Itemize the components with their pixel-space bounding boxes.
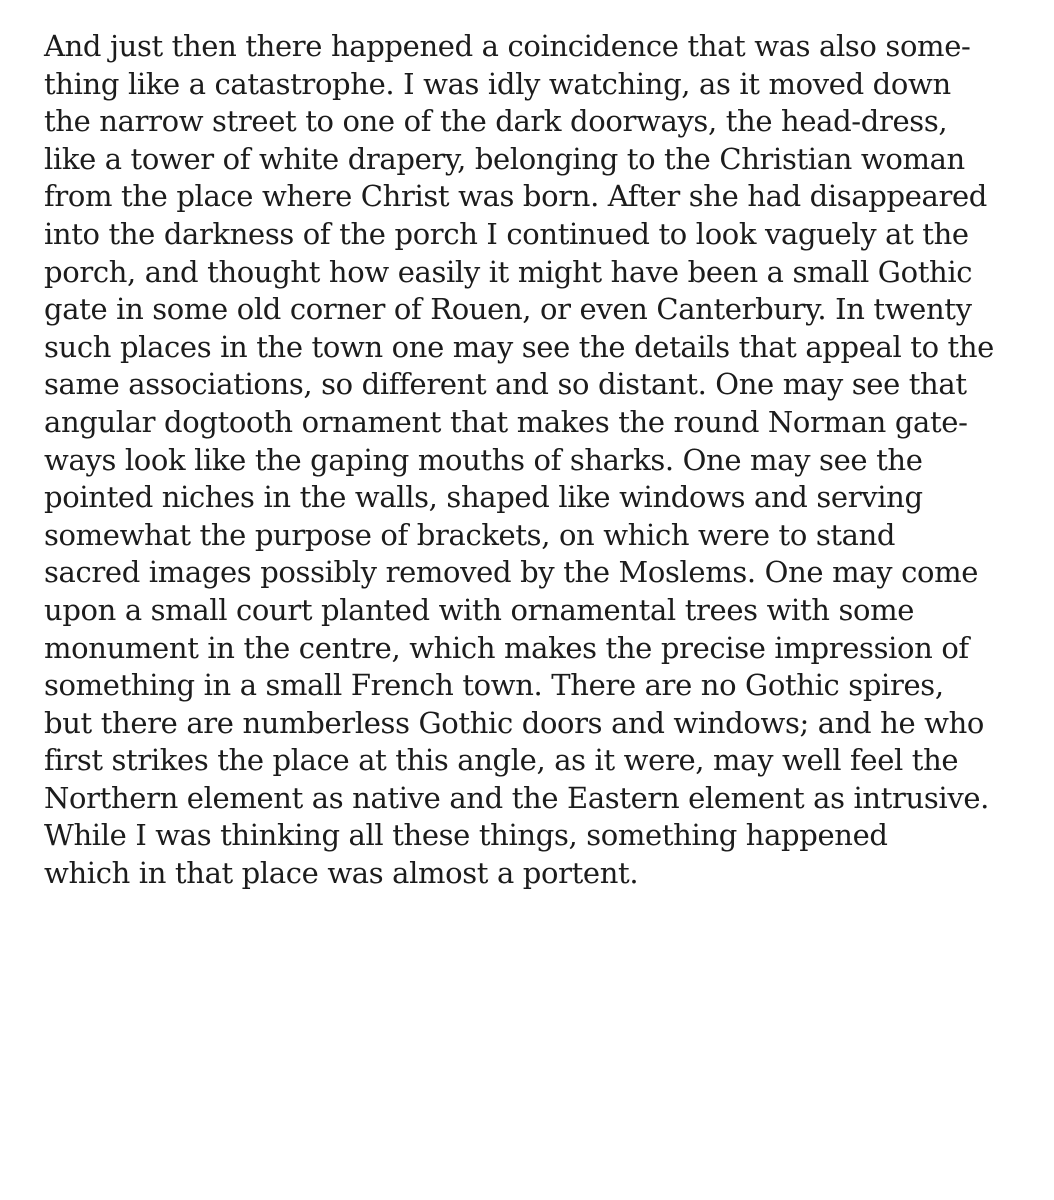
text-line: monument in the centre, which makes the precise impression of [44,630,969,665]
text-line: angular dogtooth ornament that makes the round Norman gate- [44,404,968,439]
text-line: And just then there happened a coincidence that was also some- [44,29,971,63]
text-line: from the place where Christ was born. After she had disappeared [44,179,987,214]
text-line: same associations, so different and so distant. One may see that [44,367,967,402]
text-line: but there are numberless Gothic doors and windows; and he who [44,705,985,740]
text-line: into the darkness of the porch I continued to look vaguely at the [44,216,969,251]
text-line: which in that place was almost a portent. [44,856,639,891]
text-line: pointed niches in the walls, shaped like windows and serving [44,480,923,515]
text-line: something in a small French town. There are no Gothic spires, [44,668,944,703]
text-line: porch, and thought how easily it might have been a small Gothic [44,254,973,289]
text-line: gate in some old corner of Rouen, or even Canterbury. In twenty [44,292,972,327]
text-line: first strikes the place at this angle, as it were, may well feel the [44,743,959,778]
text-line: such places in the town one may see the details that appeal to the [44,329,994,364]
text-line: ways look like the gaping mouths of sharks. One may see the [44,442,923,477]
text-line: upon a small court planted with ornamental trees with some [44,592,915,627]
text-line: thing like a catastrophe. I was idly watching, as it moved down [44,66,951,101]
text-line: like a tower of white drapery, belonging to the Christian woman [44,141,965,176]
text-line: Northern element as native and the Eastern element as intrusive. [44,780,990,815]
text-line: somewhat the purpose of brackets, on which were to stand [44,517,896,552]
text-line: the narrow street to one of the dark doorways, the head-dress, [44,104,948,139]
text-line: While I was thinking all these things, something happened [44,818,888,853]
body-paragraph [44,28,1044,893]
text-line: sacred images possibly removed by the Moslems. One may come [44,555,979,590]
